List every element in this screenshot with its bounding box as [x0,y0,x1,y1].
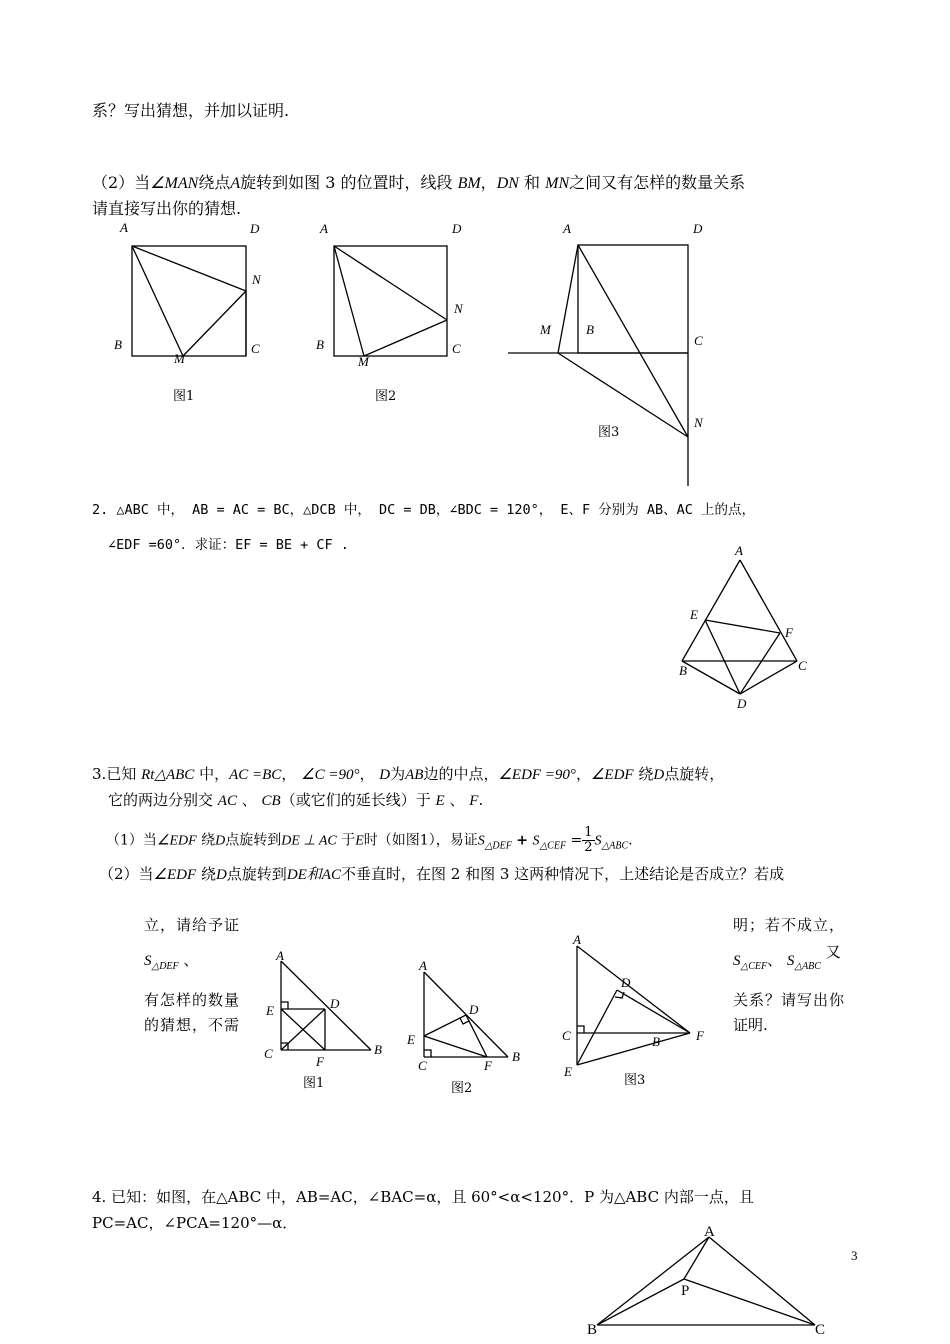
q2-label-f: F [785,625,793,640]
fig1-label-a: A [120,220,128,235]
q3f1-label-b: B [374,1042,382,1057]
question-4-line1: 4. 已知：如图，在△ABC 中，AB=AC，∠BAC=α，且 60°<α<120°．P 为△ABC 内部一点，且 [92,1188,754,1206]
q3f1-label-e: E [266,1003,274,1018]
question-3-line2: 它的两边分别交 AC 、 CB（或它们的延长线）于 E 、 F. [108,791,484,809]
question-3-line1: 3.已知 Rt△ABC 中，AC =BC， ∠C =90°， D为AB边的中点，∠EDF =90°，∠EDF 绕D点旋转， [92,765,725,783]
fig2-label-d: D [452,221,462,236]
question-4-line2: PC=AC，∠PCA=120°—α． [92,1214,298,1232]
q4-label-a: A [704,1224,715,1240]
fig1-label-c: C [251,341,260,356]
q2-label-a: A [735,543,743,558]
fig2-label-a: A [320,221,328,236]
question-3-left-text-1: 立，请给予证 [144,916,241,934]
question-3-right-text-1: 明；若不成立， [733,916,846,934]
q3f2-label-c: C [418,1058,427,1073]
fig3-caption: 图3 [598,425,620,440]
question-3-right-text-2: $S_{\triangle CEF}$、 $S_{\triangle ABC}$ 又 [733,943,841,972]
fig3-label-n: N [694,415,703,430]
question-3-right-text-3: 关系？请写出你 [733,991,846,1009]
fig3-label-a: A [563,221,571,236]
figure-1 [132,246,246,356]
fraction-one-half: $\frac{1}{2}$ [584,825,593,855]
q3-fig3-caption: 图3 [624,1073,646,1088]
question-3-right-text-4: 证明. [733,1016,768,1034]
question-2-line1: 2. △ABC 中， AB = AC = BC，△DCB 中， DC = DB，∠BDC = 120°， E、F 分别为 AB、AC 上的点， [92,502,756,518]
question-3-part-1: （1）当∠EDF 绕D点旋转到DE ⊥ AC 于E时（如图1），易证$S_{\triangle DEF} + S_{\triangle CEF}$ = $\frac{1}{2}$ $S_{\triangle ABC}$. [106,825,633,855]
fig2-caption: 图2 [375,389,397,404]
question-3-left-text-4: 的猜想，不需 [144,1016,241,1034]
q3f1-label-a: A [276,948,284,963]
q2-label-d: D [737,696,747,711]
q3f2-label-a: A [419,958,427,973]
question-3-part-2: （2）当∠EDF 绕D点旋转到DE和AC不垂直时，在图 2 和图 3 这两种情况下，上述结论是否成立？若成 [99,865,785,883]
q3f2-label-e: E [407,1032,415,1047]
q3f3-label-d: D [621,975,631,990]
fig2-label-c: C [452,341,461,356]
question-2-line2: ∠EDF =60°．求证：EF = BE + CF . [108,537,349,553]
q4-label-p: P [681,1283,690,1299]
q3f3-label-c: C [562,1028,571,1043]
q3f2-label-d: D [469,1002,479,1017]
figure-q3-3 [577,946,690,1065]
figure-2 [334,246,447,356]
fig2-label-m: M [358,354,369,369]
q3f3-label-e: E [564,1064,572,1079]
q3f1-label-c: C [264,1046,273,1061]
fig1-caption: 图1 [173,389,195,404]
q3f2-label-b: B [512,1049,520,1064]
fig1-label-n: N [252,272,261,287]
q3f2-label-f: F [484,1058,492,1073]
fig3-label-b: B [586,322,594,337]
fig3-label-d: D [693,221,703,236]
q2-label-e: E [690,607,698,622]
q3f1-label-d: D [330,996,340,1011]
q4-label-c: C [815,1322,826,1338]
q3-fig1-caption: 图1 [303,1076,325,1091]
question-3-left-text-3: 有怎样的数量 [144,991,241,1009]
figure-q2 [682,560,797,694]
q2-label-c: C [798,658,807,673]
page-number: 3 [851,1248,858,1263]
fig3-label-c: C [694,333,703,348]
q3-fig2-caption: 图2 [451,1081,473,1096]
figure-q4 [597,1237,815,1325]
figure-3 [508,245,688,486]
fig1-label-m: M [174,351,185,366]
question-1-part-2-line1: （2）当∠MAN绕点A旋转到如图 3 的位置时，线段 BM，DN 和 MN之间又有怎样的数量关系 [92,173,746,192]
question-1-part-2-line2: 请直接写出你的猜想. [92,199,242,218]
figure-q3-1 [281,262,371,1050]
question-1-tail: 系？写出猜想，并加以证明. [92,101,290,120]
fig3-label-m: M [540,322,551,337]
q3f1-label-f: F [316,1054,324,1069]
q2-label-b: B [679,663,687,678]
q3f3-label-b: B [652,1034,660,1049]
q4-label-b: B [587,1322,598,1338]
figure-q3-2 [424,972,508,1057]
q3f3-label-a: A [573,932,581,947]
question-3-left-text-2: $S_{\triangle DEF}$ 、 [144,951,199,972]
fig2-label-b: B [316,337,324,352]
fig1-label-d: D [250,221,260,236]
fig1-label-b: B [114,337,122,352]
q3f3-label-f: F [696,1028,704,1043]
fig2-label-n: N [454,301,463,316]
